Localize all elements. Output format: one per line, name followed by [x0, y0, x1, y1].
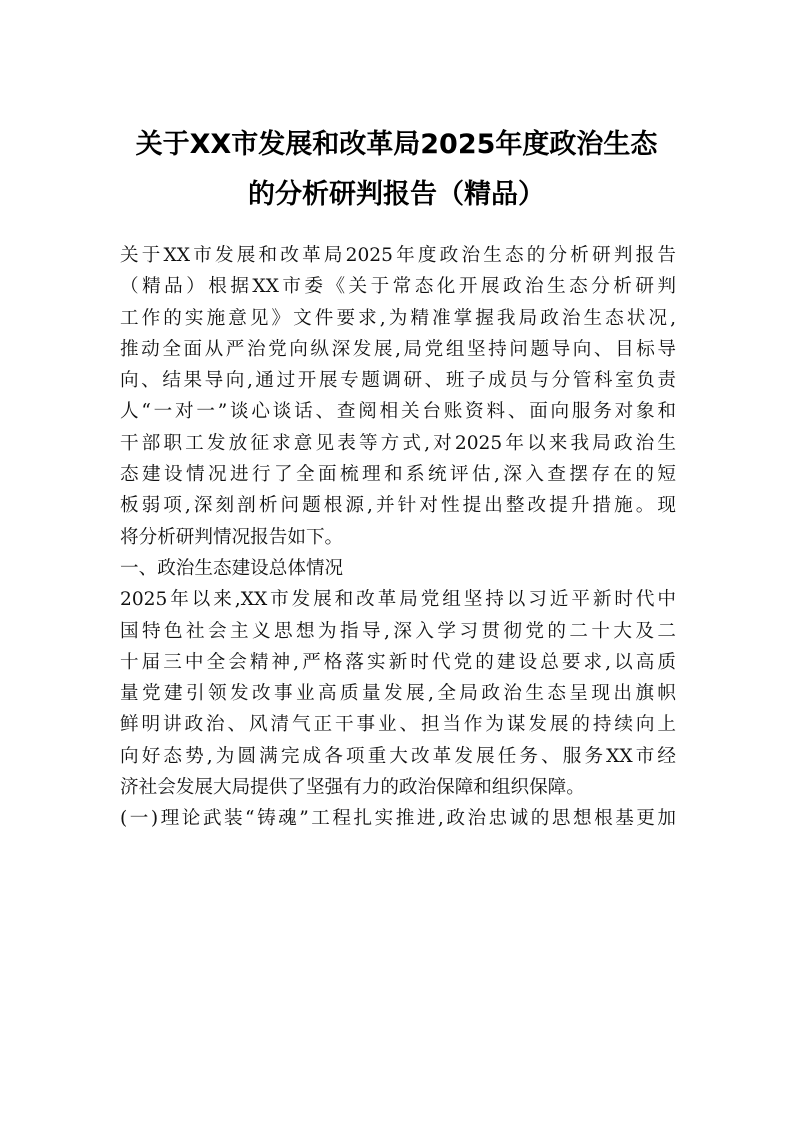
intro-paragraph — [120, 240, 676, 553]
text-line: 鲜明讲政治、风清气正干事业、担当作为谋发展的持续向上 — [120, 714, 676, 736]
title-line: 的分析研判报告（精品） — [248, 179, 545, 210]
document-title — [110, 120, 683, 220]
text-line: 向好态势,为圆满完成各项重大改革发展任务、服务XX市经 — [120, 745, 676, 767]
text-line: 十届三中全会精神,严格落实新时代党的建设总要求,以高质 — [120, 651, 676, 673]
text-line: 态建设情况进行了全面梳理和系统评估,深入查摆存在的短 — [120, 464, 676, 486]
text-line: 量党建引领发改事业高质量发展,全局政治生态呈现出旗帜 — [120, 683, 676, 705]
text-line: 关于XX市发展和改革局2025年度政治生态的分析研判报告 — [120, 245, 676, 266]
overview-paragraph — [120, 584, 676, 803]
text-line: 推动全面从严治党向纵深发展,局党组坚持问题导向、目标导 — [120, 338, 676, 360]
document-body — [120, 240, 676, 835]
text-line: 济社会发展大局提供了坚强有力的政治保障和组织保障。 — [120, 777, 585, 799]
text-line: 向、结果导向,通过开展专题调研、班子成员与分管科室负责 — [120, 370, 676, 392]
text-line: 人“一对一”谈心谈话、查阅相关台账资料、面向服务对象和 — [120, 401, 676, 423]
subsection-paragraph — [120, 803, 676, 834]
text-line: 板弱项,深刻剖析问题根源,并针对性提出整改提升措施。现 — [120, 495, 676, 517]
text-line: 将分析研判情况报告如下。 — [120, 526, 344, 548]
subsection-heading-text: (一)理论武装“铸魂”工程扎实推进,政治忠诚的思想根基更加 — [120, 808, 676, 830]
text-line: （精品）根据XX市委《关于常态化开展政治生态分析研判 — [120, 276, 676, 298]
section-heading-text: 一、政治生态建设总体情况 — [120, 557, 344, 579]
text-line: 国特色社会主义思想为指导,深入学习贯彻党的二十大及二 — [120, 620, 676, 642]
text-line: 工作的实施意见》文件要求,为精准掌握我局政治生态状况, — [120, 307, 676, 329]
section-heading — [120, 553, 676, 584]
text-line: 干部职工发放征求意见表等方式,对2025年以来我局政治生 — [120, 432, 676, 454]
text-line: 2025年以来,XX市发展和改革局党组坚持以习近平新时代中 — [120, 589, 676, 611]
title-line: 关于XX市发展和改革局2025年度政治生态 — [135, 129, 658, 160]
